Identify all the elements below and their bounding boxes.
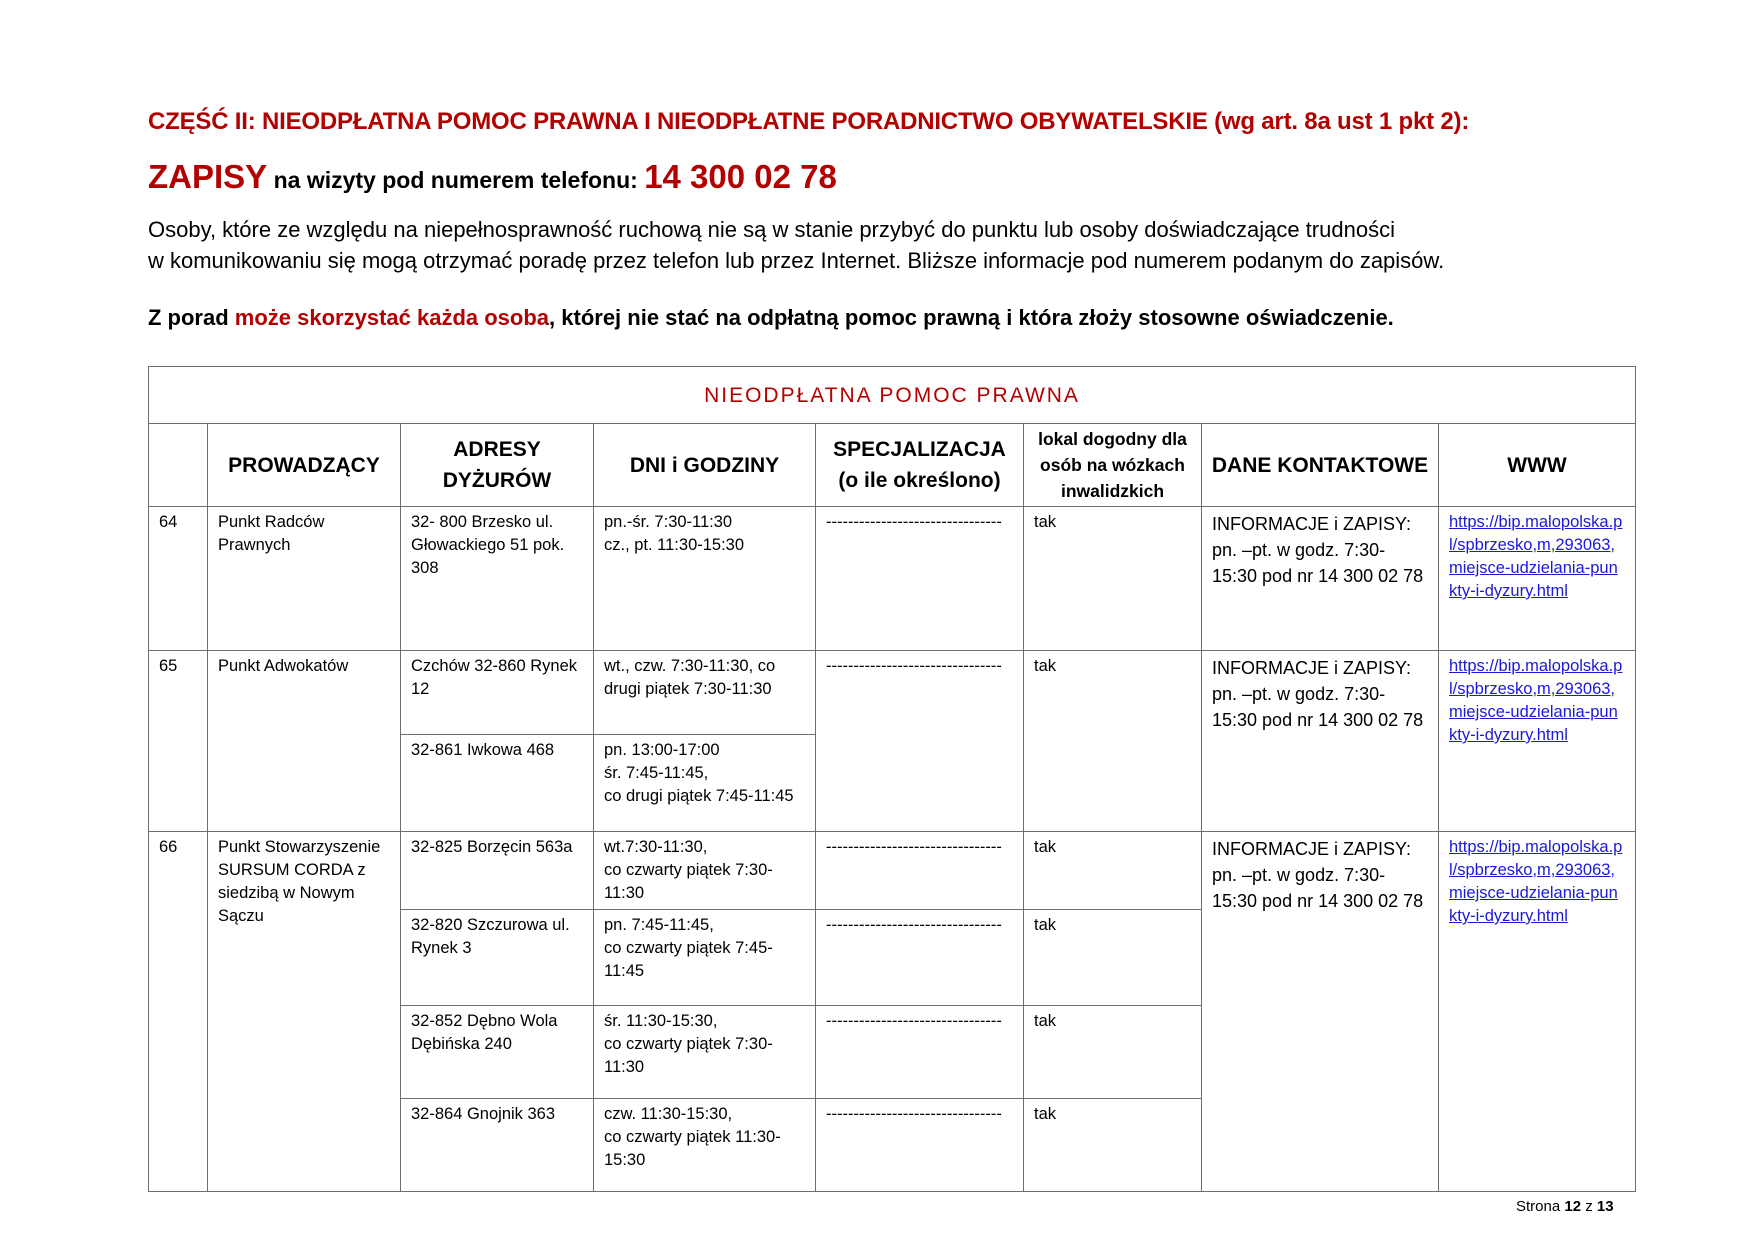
www-cell (1439, 832, 1636, 1192)
hours: śr. 11:30-15:30, co czwarty piątek 7:30-11:30 (594, 1006, 816, 1099)
specialization: -------------------------------- (816, 832, 1024, 910)
specialization: -------------------------------- (816, 910, 1024, 1006)
table-row (149, 651, 1636, 735)
page-number-prefix: Strona (1516, 1198, 1565, 1215)
eligibility-paragraph (148, 305, 1394, 331)
signup-phone: 14 300 02 78 (644, 158, 837, 195)
wheelchair-access: tak (1024, 651, 1202, 832)
hours: pn. 13:00-17:00 śr. 7:45-11:45, co drugi piątek 7:45-11:45 (594, 735, 816, 832)
header-hours: DNI i GODZINY (594, 424, 816, 507)
intro-line-2: w komunikowaniu się mogą otrzymać poradę przez telefon lub przez Internet. Bliższe informacje pod numerem podanym do zapisów. (148, 248, 1445, 273)
eligibility-highlight: może skorzystać każda osoba (234, 305, 550, 330)
wheelchair-access: tak (1024, 910, 1202, 1006)
eligibility-prefix: Z porad (148, 305, 235, 330)
provider-name: Punkt Adwokatów (208, 651, 401, 832)
www-cell (1439, 507, 1636, 651)
www-cell (1439, 651, 1636, 832)
signup-text: na wizyty pod numerem telefonu: (267, 167, 645, 193)
specialization: -------------------------------- (816, 507, 1024, 651)
address: Czchów 32-860 Rynek 12 (401, 651, 594, 735)
page-number (1516, 1198, 1614, 1215)
hours: wt.7:30-11:30, co czwarty piątek 7:30-11:30 (594, 832, 816, 910)
row-number: 64 (149, 507, 208, 651)
contact-info: INFORMACJE i ZAPISY: pn. –pt. w godz. 7:30-15:30 pod nr 14 300 02 78 (1202, 832, 1439, 1192)
section-heading: CZĘŚĆ II: NIEODPŁATNA POMOC PRAWNA I NIEODPŁATNE PORADNICTWO OBYWATELSKIE (wg art. 8a ust 1 pkt 2): (148, 108, 1470, 135)
table-row (149, 832, 1636, 910)
address: 32-864 Gnojnik 363 (401, 1099, 594, 1192)
header-no (149, 424, 208, 507)
legal-aid-table (148, 366, 1636, 1192)
hours: pn. 7:45-11:45, co czwarty piątek 7:45-11:45 (594, 910, 816, 1006)
address: 32-861 Iwkowa 468 (401, 735, 594, 832)
wheelchair-access: tak (1024, 832, 1202, 910)
header-www: WWW (1439, 424, 1636, 507)
address: 32- 800 Brzesko ul. Głowackiego 51 pok. 308 (401, 507, 594, 651)
specialization: -------------------------------- (816, 1006, 1024, 1099)
hours: czw. 11:30-15:30, co czwarty piątek 11:30-15:30 (594, 1099, 816, 1192)
specialization: -------------------------------- (816, 1099, 1024, 1192)
page-number-separator: z (1581, 1198, 1597, 1215)
provider-name: Punkt Stowarzyszenie SURSUM CORDA z siedzibą w Nowym Sączu (208, 832, 401, 1192)
www-link[interactable]: https://bip.malopolska.pl/spbrzesko,m,293063,miejsce-udzielania-punkty-i-dyzury.html (1449, 838, 1623, 925)
address: 32-852 Dębno Wola Dębińska 240 (401, 1006, 594, 1099)
hours: pn.-śr. 7:30-11:30 cz., pt. 11:30-15:30 (594, 507, 816, 651)
wheelchair-access: tak (1024, 507, 1202, 651)
page-total: 13 (1596, 1198, 1614, 1215)
intro-paragraph (148, 214, 1444, 276)
table-row (149, 507, 1636, 651)
page-current: 12 (1564, 1198, 1582, 1215)
address: 32-820 Szczurowa ul. Rynek 3 (401, 910, 594, 1006)
provider-name: Punkt Radców Prawnych (208, 507, 401, 651)
contact-info: INFORMACJE i ZAPISY: pn. –pt. w godz. 7:30-15:30 pod nr 14 300 02 78 (1202, 507, 1439, 651)
contact-info: INFORMACJE i ZAPISY: pn. –pt. w godz. 7:30-15:30 pod nr 14 300 02 78 (1202, 651, 1439, 832)
www-link[interactable]: https://bip.malopolska.pl/spbrzesko,m,293063,miejsce-udzielania-punkty-i-dyzury.html (1449, 513, 1623, 600)
www-link[interactable]: https://bip.malopolska.pl/spbrzesko,m,293063,miejsce-udzielania-punkty-i-dyzury.html (1449, 657, 1623, 744)
signup-label: ZAPISY (148, 158, 268, 195)
row-number: 66 (149, 832, 208, 1192)
header-addresses: ADRESY DYŻURÓW (401, 424, 594, 507)
eligibility-suffix: , której nie stać na odpłatną pomoc prawną i która złoży stosowne oświadczenie. (549, 305, 1394, 330)
table-title: NIEODPŁATNA POMOC PRAWNA (149, 367, 1636, 424)
specialization: -------------------------------- (816, 651, 1024, 832)
hours: wt., czw. 7:30-11:30, co drugi piątek 7:30-11:30 (594, 651, 816, 735)
header-contact: DANE KONTAKTOWE (1202, 424, 1439, 507)
intro-line-1: Osoby, które ze względu na niepełnosprawność ruchową nie są w stanie przybyć do punktu lub osoby doświadczające trudności (148, 217, 1395, 242)
header-specialization: SPECJALIZACJA (o ile określono) (816, 424, 1024, 507)
wheelchair-access: tak (1024, 1099, 1202, 1192)
row-number: 65 (149, 651, 208, 832)
header-wheelchair: lokal dogodny dla osób na wózkach inwalidzkich (1024, 424, 1202, 507)
wheelchair-access: tak (1024, 1006, 1202, 1099)
header-provider: PROWADZĄCY (208, 424, 401, 507)
signup-line (148, 158, 837, 196)
address: 32-825 Borzęcin 563a (401, 832, 594, 910)
